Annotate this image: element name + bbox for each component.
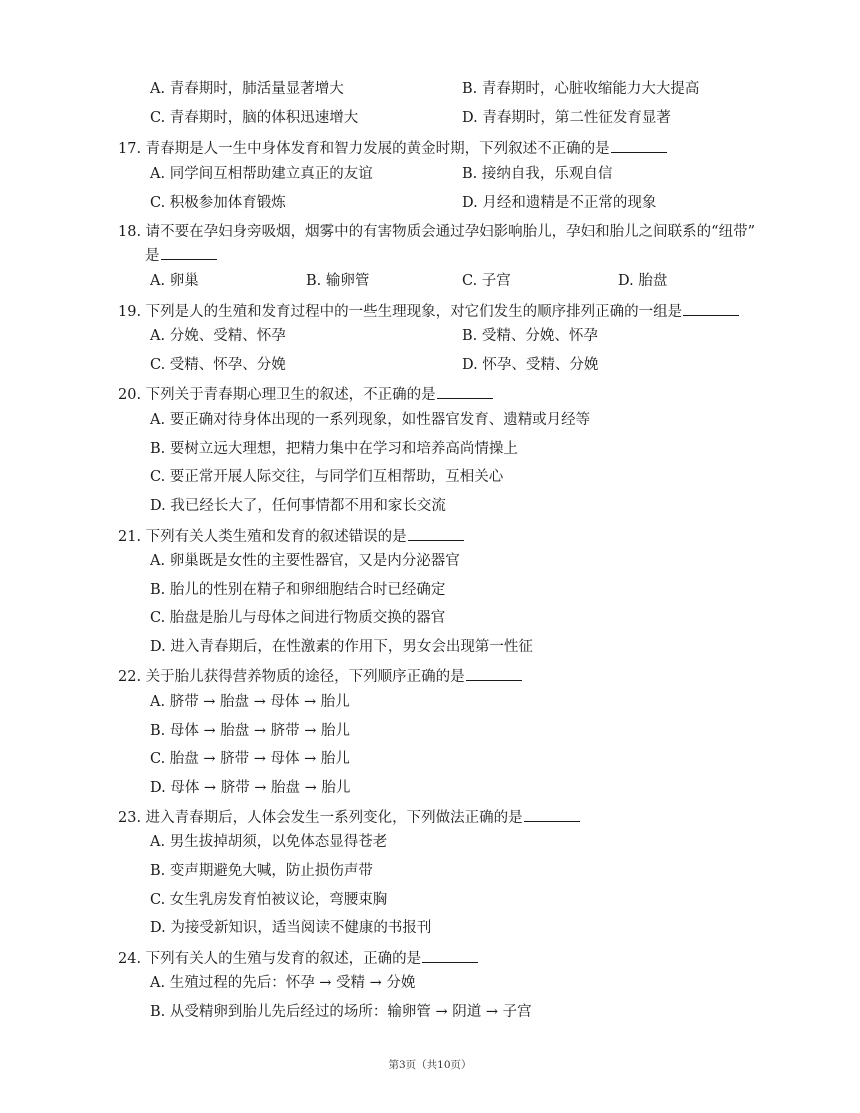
q21-option-a: A. 卵巢既是女性的主要性器官，又是内分泌器官 bbox=[150, 553, 460, 569]
q23-option-a: A. 男生拔掉胡须，以免体态显得苍老 bbox=[150, 834, 388, 850]
q21-stem-text: 21. 下列有关人类生殖和发育的叙述错误的是 bbox=[118, 529, 407, 545]
q22-option-c: C. 胎盘 → 脐带 → 母体 → 胎儿 bbox=[150, 751, 350, 767]
answer-blank bbox=[161, 245, 217, 260]
q22-option-a: A. 脐带 → 胎盘 → 母体 → 胎儿 bbox=[150, 694, 350, 710]
q19-option-c: C. 受精、怀孕、分娩 bbox=[150, 357, 286, 373]
q18-option-b: B. 输卵管 bbox=[306, 273, 370, 289]
q16-option-a: A. 青春期时，肺活量显著增大 bbox=[150, 81, 344, 97]
answer-blank bbox=[422, 948, 478, 963]
q20-option-b: B. 要树立远大理想，把精力集中在学习和培养高尚情操上 bbox=[150, 441, 518, 457]
q18-stem-cont-text: 是 bbox=[145, 248, 160, 264]
q20-option-a: A. 要正确对待身体出现的一系列现象，如性器官发育、遗精或月经等 bbox=[150, 412, 591, 428]
q24-stem-text: 24. 下列有关人的生殖与发育的叙述，正确的是 bbox=[118, 951, 422, 967]
answer-blank bbox=[611, 138, 667, 153]
answer-blank bbox=[437, 384, 493, 399]
page-number: 第3页（共10页） bbox=[388, 1059, 472, 1071]
q22-stem bbox=[118, 666, 522, 687]
q22-option-d: D. 母体 → 脐带 → 胎盘 → 胎儿 bbox=[150, 780, 351, 796]
q23-stem-text: 23. 进入青春期后，人体会发生一系列变化，下列做法正确的是 bbox=[118, 810, 523, 826]
q17-option-b: B. 接纳自我，乐观自信 bbox=[462, 166, 613, 182]
answer-blank bbox=[408, 526, 464, 541]
q24-option-b: B. 从受精卵到胎儿先后经过的场所：输卵管 → 阴道 → 子宫 bbox=[150, 1004, 532, 1020]
q18-option-a: A. 卵巢 bbox=[150, 273, 199, 289]
q18-stem: 18. 请不要在孕妇身旁吸烟，烟雾中的有害物质会通过孕妇影响胎儿，孕妇和胎儿之间联系的“纽带” bbox=[118, 224, 755, 240]
q22-option-b: B. 母体 → 胎盘 → 脐带 → 胎儿 bbox=[150, 723, 350, 739]
answer-blank bbox=[683, 301, 739, 316]
q22-stem-text: 22. 关于胎儿获得营养物质的途径，下列顺序正确的是 bbox=[118, 669, 465, 685]
q21-option-b: B. 胎儿的性别在精子和卵细胞结合时已经确定 bbox=[150, 582, 446, 598]
q17-stem-text: 17. 青春期是人一生中身体发育和智力发展的黄金时期，下列叙述不正确的是 bbox=[118, 141, 610, 157]
answer-blank bbox=[466, 666, 522, 681]
q24-stem bbox=[118, 948, 478, 969]
q23-option-b: B. 变声期避免大喊，防止损伤声带 bbox=[150, 863, 373, 879]
q16-option-c: C. 青春期时，脑的体积迅速增大 bbox=[150, 110, 359, 126]
q20-option-d: D. 我已经长大了，任何事情都不用和家长交流 bbox=[150, 498, 446, 514]
q23-option-d: D. 为接受新知识，适当阅读不健康的书报刊 bbox=[150, 920, 432, 936]
q20-stem-text: 20. 下列关于青春期心理卫生的叙述，不正确的是 bbox=[118, 387, 436, 403]
q17-option-d: D. 月经和遗精是不正常的现象 bbox=[462, 195, 657, 211]
q20-stem bbox=[118, 384, 493, 405]
q17-option-c: C. 积极参加体育锻炼 bbox=[150, 195, 286, 211]
q19-stem-text: 19. 下列是人的生殖和发育过程中的一些生理现象，对它们发生的顺序排列正确的一组是 bbox=[118, 304, 683, 320]
q17-stem bbox=[118, 138, 667, 159]
q18-stem-continued bbox=[145, 245, 217, 266]
q18-option-d: D. 胎盘 bbox=[618, 273, 668, 289]
q21-stem bbox=[118, 526, 464, 547]
q16-option-d: D. 青春期时，第二性征发育显著 bbox=[462, 110, 671, 126]
q17-option-a: A. 同学间互相帮助建立真正的友谊 bbox=[150, 166, 373, 182]
q18-option-c: C. 子宫 bbox=[462, 273, 511, 289]
q19-option-b: B. 受精、分娩、怀孕 bbox=[462, 328, 598, 344]
q19-option-a: A. 分娩、受精、怀孕 bbox=[150, 328, 286, 344]
q21-option-c: C. 胎盘是胎儿与母体之间进行物质交换的器官 bbox=[150, 610, 446, 626]
q23-stem bbox=[118, 807, 580, 828]
q24-option-a: A. 生殖过程的先后：怀孕 → 受精 → 分娩 bbox=[150, 975, 416, 991]
answer-blank bbox=[524, 807, 580, 822]
q19-stem bbox=[118, 301, 739, 322]
q20-option-c: C. 要正常开展人际交往，与同学们互相帮助，互相关心 bbox=[150, 469, 504, 485]
q21-option-d: D. 进入青春期后，在性激素的作用下，男女会出现第一性征 bbox=[150, 639, 533, 655]
q16-option-b: B. 青春期时，心脏收缩能力大大提高 bbox=[462, 81, 700, 97]
q19-option-d: D. 怀孕、受精、分娩 bbox=[462, 357, 599, 373]
q23-option-c: C. 女生乳房发育怕被议论，弯腰束胸 bbox=[150, 892, 388, 908]
